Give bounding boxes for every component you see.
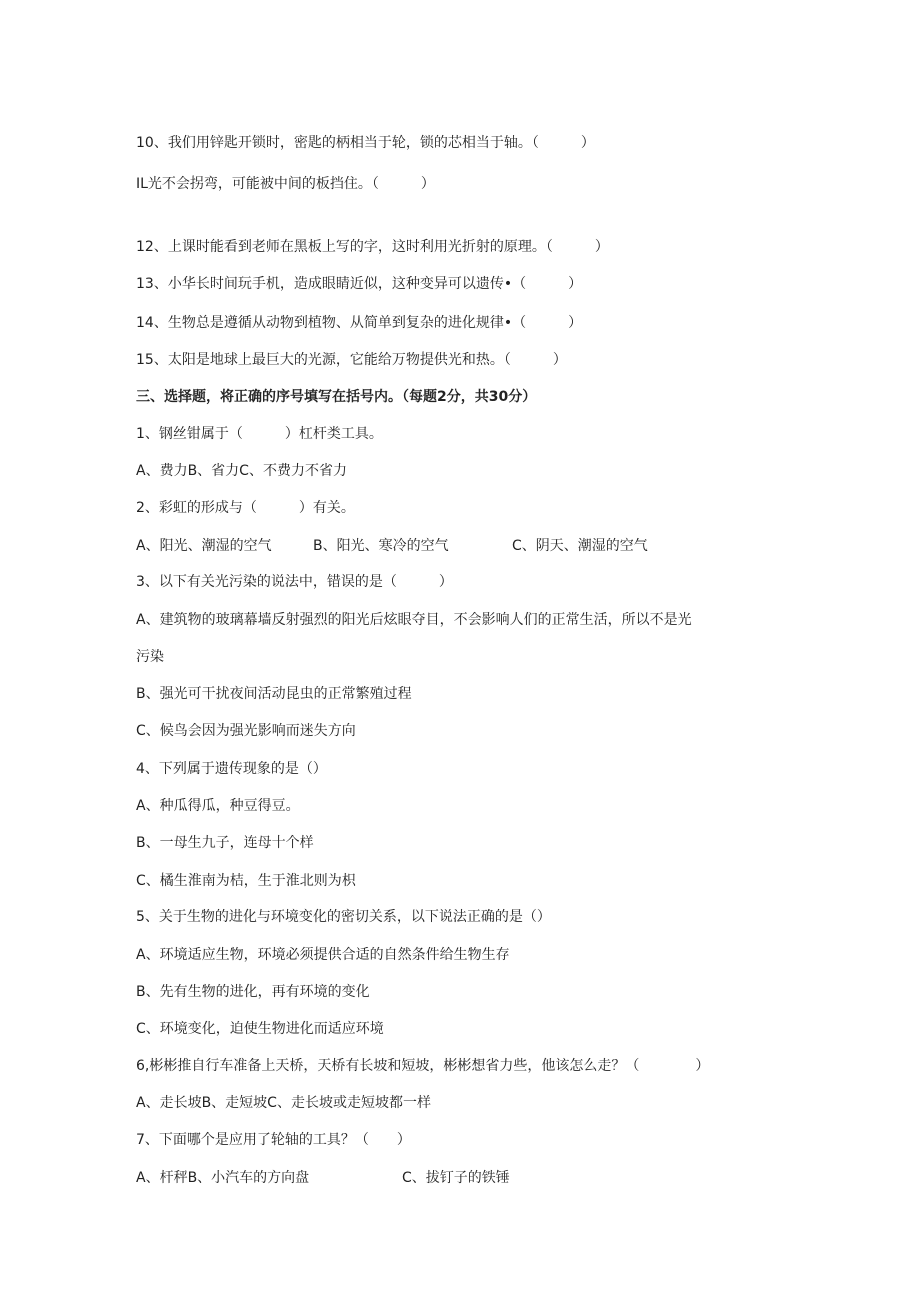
q2-option-a: A、阳光、潮湿的空气 bbox=[136, 538, 272, 554]
judgement-item-14: 14、生物总是遵循从动物到植物、从简单到复杂的进化规律•（ ） bbox=[136, 315, 583, 331]
q7-stem: 7、下面哪个是应用了轮轴的工具？（ ） bbox=[136, 1132, 411, 1148]
q2-option-c: C、阴天、潮湿的空气 bbox=[512, 538, 648, 554]
q4-option-b: B、一母生九子，连母十个样 bbox=[136, 835, 314, 851]
q2-stem: 2、彩虹的形成与（ ）有关。 bbox=[136, 500, 355, 516]
q1-stem: 1、钢丝钳属于（ ）杠杆类工具。 bbox=[136, 426, 383, 442]
q7-option-ab: A、杆秤B、小汽车的方向盘 bbox=[136, 1170, 310, 1186]
q4-option-c: C、橘生淮南为桔，生于淮北则为枳 bbox=[136, 873, 356, 889]
q1-options: A、费力B、省力C、不费力不省力 bbox=[136, 463, 347, 479]
judgement-item-12: 12、上课时能看到老师在黑板上写的字，这时利用光折射的原理。（ ） bbox=[136, 239, 609, 255]
q3-option-c: C、候鸟会因为强光影响而迷失方向 bbox=[136, 723, 356, 739]
judgement-item-10: 10、我们用锌匙开锁时，密匙的柄相当于轮，锁的芯相当于轴。（ ） bbox=[136, 135, 595, 151]
q2-option-b: B、阳光、寒冷的空气 bbox=[313, 538, 449, 554]
q3-option-a-line1: A、建筑物的玻璃幕墙反射强烈的阳光后炫眼夺目，不会影响人们的正常生活，所以不是光 bbox=[136, 612, 692, 628]
q5-stem: 5、关于生物的进化与环境变化的密切关系，以下说法正确的是（） bbox=[136, 909, 551, 925]
q2-options bbox=[136, 536, 836, 556]
q5-option-a: A、环境适应生物，环境必须提供合适的自然条件给生物生存 bbox=[136, 947, 510, 963]
q4-stem: 4、下列属于遗传现象的是（） bbox=[136, 761, 327, 777]
q4-option-a: A、种瓜得瓜，种豆得豆。 bbox=[136, 798, 300, 814]
q3-option-b: B、强光可干扰夜间活动昆虫的正常繁殖过程 bbox=[136, 686, 412, 702]
q5-option-c: C、环境变化，迫使生物进化而适应环境 bbox=[136, 1021, 384, 1037]
judgement-item-11: IL光不会拐弯，可能被中间的板挡住。（ ） bbox=[136, 176, 435, 192]
q3-stem: 3、以下有关光污染的说法中，错误的是（ ） bbox=[136, 574, 453, 590]
q6-options: A、走长坡B、走短坡C、走长坡或走短坡都一样 bbox=[136, 1095, 431, 1111]
section-title: 三、选择题，将正确的序号填写在括号内。（每题2分，共30分） bbox=[136, 389, 537, 405]
q6-stem: 6,彬彬推自行车准备上天桥，天桥有长坡和短坡，彬彬想省力些，他该怎么走？（ ） bbox=[136, 1058, 710, 1074]
q7-options bbox=[136, 1168, 836, 1188]
judgement-item-15: 15、太阳是地球上最巨大的光源，它能给万物提供光和热。（ ） bbox=[136, 352, 567, 368]
judgement-item-13: 13、小华长时间玩手机，造成眼睛近似，这种变异可以遗传•（ ） bbox=[136, 276, 583, 292]
q3-option-a-line2: 污染 bbox=[136, 649, 164, 665]
q7-option-c: C、拔钉子的铁锤 bbox=[402, 1170, 510, 1186]
q5-option-b: B、先有生物的进化，再有环境的变化 bbox=[136, 984, 370, 1000]
